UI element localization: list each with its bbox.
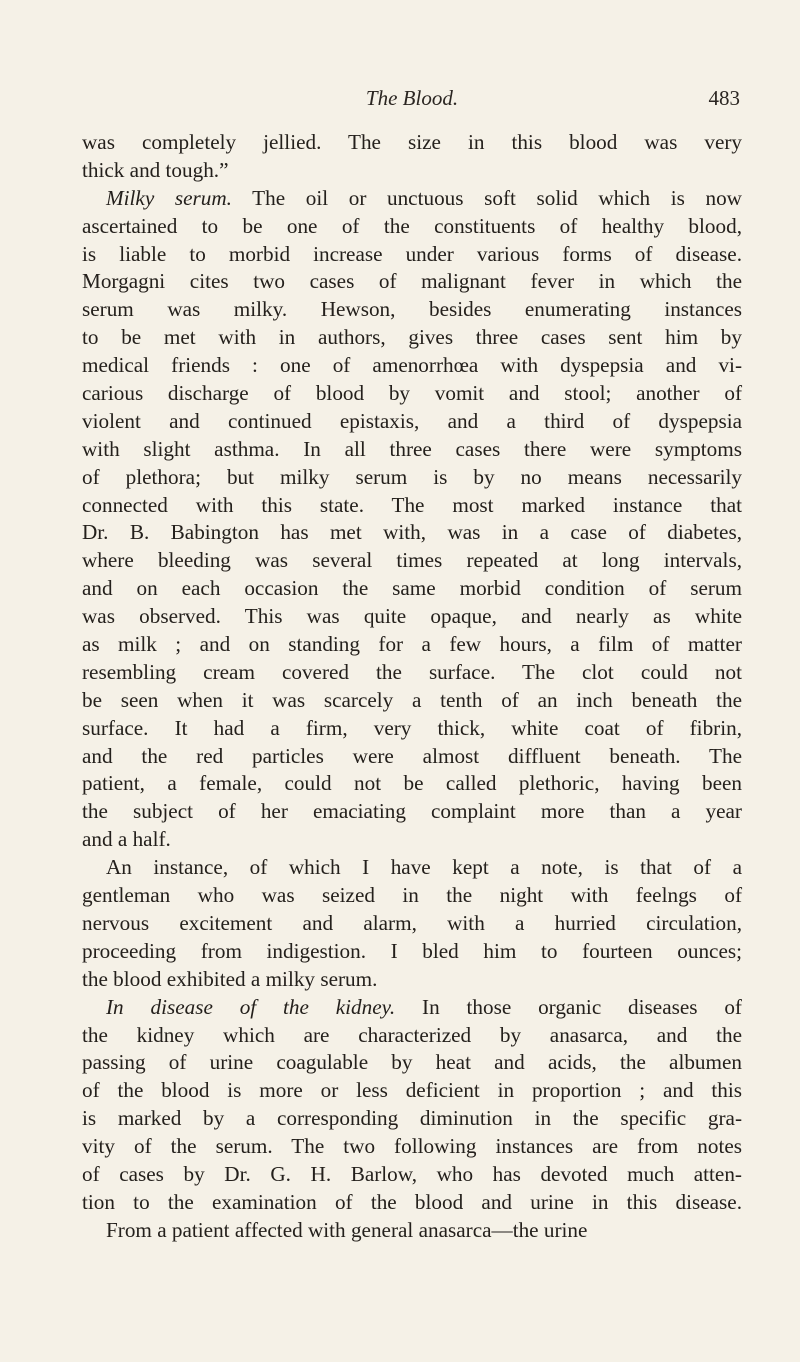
text-line [82, 268, 742, 296]
text-line [82, 296, 742, 324]
page-number: 483 [708, 86, 740, 110]
line-text: with slight asthma. In all three cases there were symptoms [82, 436, 742, 461]
line-text: is liable to morbid increase under various forms of disease. [82, 241, 742, 266]
line-text: medical friends : one of amenorrhœa with dyspepsia and vi- [82, 353, 742, 378]
page-header [82, 86, 742, 116]
line-text: Dr. B. Babington has met with, was in a case of diabetes, [82, 520, 742, 545]
line-text: In those organic diseases of [395, 994, 742, 1019]
line-text: and a half. [82, 827, 171, 852]
line-text: of plethora; but milky serum is by no means necessarily [82, 464, 742, 489]
text-line [82, 380, 742, 408]
line-text: carious discharge of blood by vomit and stool; another of [82, 381, 742, 406]
text-line [82, 1049, 742, 1077]
line-text: patient, a female, could not be called plethoric, having been [82, 771, 742, 796]
line-text: An instance, of which I have kept a note, is that of a [106, 855, 742, 880]
text-line [82, 519, 742, 547]
line-text: of the blood is more or less deficient in proportion ; and this [82, 1078, 742, 1103]
text-line [82, 715, 742, 743]
text-line [82, 631, 742, 659]
line-text: violent and continued epistaxis, and a third of dyspepsia [82, 408, 742, 433]
text-line [82, 1077, 742, 1105]
line-text: the blood exhibited a milky serum. [82, 966, 378, 991]
text-line [82, 129, 742, 157]
text-line [82, 1217, 742, 1245]
line-text: connected with this state. The most marked instance that [82, 492, 742, 517]
running-head: The Blood. [365, 86, 459, 110]
text-line [82, 492, 742, 520]
text-line [82, 910, 742, 938]
text-line [82, 882, 742, 910]
text-line [82, 826, 742, 854]
line-text: nervous excitement and alarm, with a hurried circulation, [82, 910, 742, 935]
line-text: and the red particles were almost diffluent beneath. The [82, 743, 742, 768]
text-line [82, 1189, 742, 1217]
text-line [82, 464, 742, 492]
text-line [82, 966, 742, 994]
text-line [82, 798, 742, 826]
text-line [82, 408, 742, 436]
text-line [82, 324, 742, 352]
text-line [82, 1105, 742, 1133]
italic-heading: In disease of the kidney. [106, 994, 396, 1019]
line-text: resembling cream covered the surface. The clot could not [82, 659, 742, 684]
line-text: is marked by a corresponding diminution in the specific gra- [82, 1106, 742, 1131]
text-line [82, 213, 742, 241]
line-text: passing of urine coagulable by heat and acids, the albumen [82, 1050, 742, 1075]
text-line [82, 994, 742, 1022]
line-text: of cases by Dr. G. H. Barlow, who has devoted much atten- [82, 1161, 742, 1186]
line-text: serum was milky. Hewson, besides enumerating instances [82, 297, 742, 322]
text-line [82, 854, 742, 882]
line-text: the kidney which are characterized by anasarca, and the [82, 1022, 742, 1047]
text-line [82, 575, 742, 603]
text-line [82, 1161, 742, 1189]
text-line [82, 185, 742, 213]
line-text: was completely jellied. The size in this blood was very [82, 130, 742, 154]
line-text: as milk ; and on standing for a few hours, a film of matter [82, 632, 742, 657]
text-line [82, 436, 742, 464]
text-line [82, 938, 742, 966]
line-text: to be met with in authors, gives three cases sent him by [82, 325, 742, 350]
line-text: where bleeding was several times repeated at long intervals, [82, 548, 742, 573]
text-line [82, 352, 742, 380]
line-text: From a patient affected with general anasarca—the urine [106, 1217, 588, 1242]
line-text: The oil or unctuous soft solid which is now [231, 185, 742, 210]
text-line [82, 770, 742, 798]
line-text: the subject of her emaciating complaint more than a year [82, 799, 742, 824]
text-line [82, 1022, 742, 1050]
text-line [82, 603, 742, 631]
text-line [82, 687, 742, 715]
line-text: be seen when it was scarcely a tenth of an inch beneath the [82, 687, 742, 712]
text-line [82, 241, 742, 269]
text-line [82, 547, 742, 575]
line-text: thick and tough.” [82, 157, 229, 182]
line-text: gentleman who was seized in the night with feelngs of [82, 883, 742, 908]
text-line [82, 743, 742, 771]
text-line [82, 157, 742, 185]
line-text: vity of the serum. The two following instances are from notes [82, 1134, 742, 1159]
line-text: tion to the examination of the blood and urine in this disease. [82, 1189, 742, 1214]
body-text [82, 129, 742, 1245]
line-text: proceeding from indigestion. I bled him to fourteen ounces; [82, 938, 742, 963]
text-line [82, 659, 742, 687]
line-text: Morgagni cites two cases of malignant fever in which the [82, 269, 742, 294]
line-text: surface. It had a firm, very thick, white coat of fibrin, [82, 715, 742, 740]
italic-heading: Milky serum. [106, 185, 232, 210]
line-text: was observed. This was quite opaque, and nearly as white [82, 604, 742, 629]
line-text: ascertained to be one of the constituents of healthy blood, [82, 213, 742, 238]
text-line [82, 1133, 742, 1161]
line-text: and on each occasion the same morbid condition of serum [82, 576, 742, 601]
